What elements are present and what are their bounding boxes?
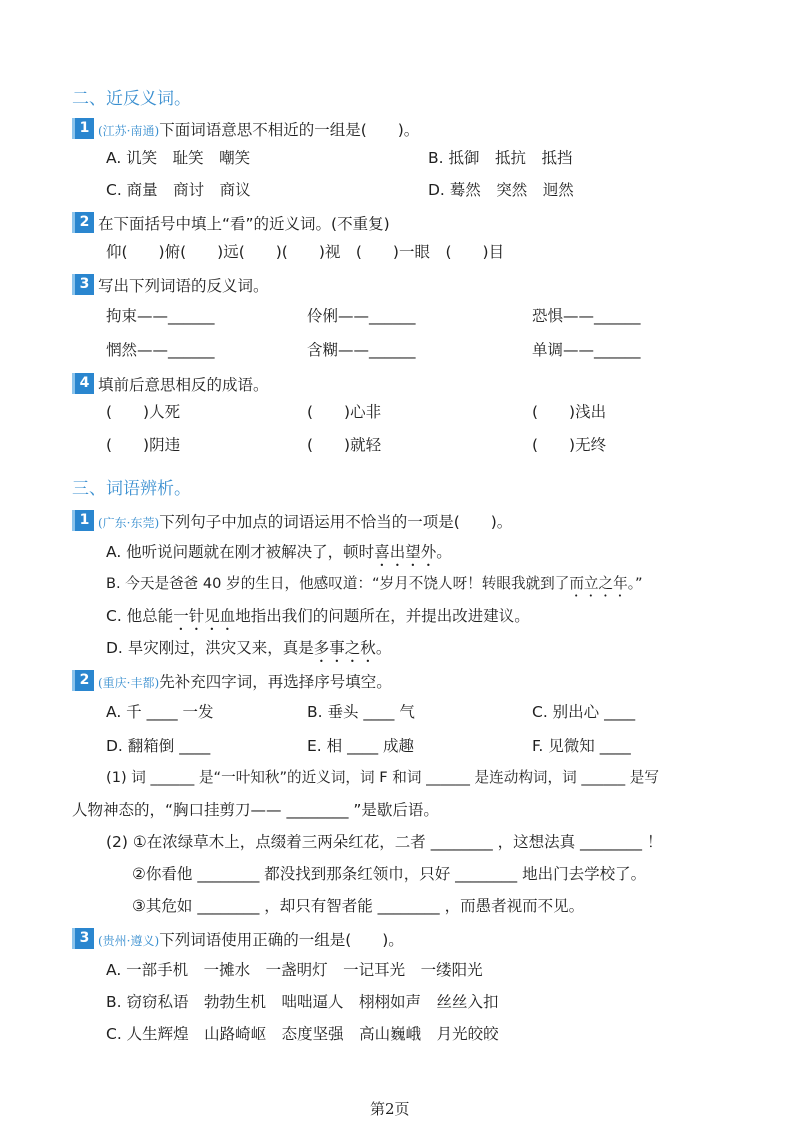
question-text: 下列词语使用正确的一组是( )。 — [159, 931, 404, 949]
option-b: B. 窃窃私语 勃勃生机 咄咄逼人 栩栩如声 丝丝入扣 — [106, 993, 499, 1011]
word-item: E. 相 ____ 成趣 — [307, 737, 415, 755]
idiom-item: ( )无终 — [532, 436, 607, 454]
question-source: (贵州·遵义) — [98, 934, 160, 948]
word-item: F. 见微知 ____ — [532, 737, 631, 755]
fill-sentence: 人物神态的，“胸口挂剪刀—— ________ ”是歇后语。 — [72, 801, 439, 819]
question-number-badge: 2 — [72, 212, 94, 233]
antonym-item: 恐惧——______ — [532, 307, 641, 325]
antonym-item: 惘然——______ — [106, 341, 215, 359]
fill-sentence: (1) 词 ______ 是“一叶知秋”的近义词，词 F 和词 ______ 是连动构词，词 ______ 是写 — [106, 769, 659, 786]
dotted-word: 一针见血 — [173, 607, 236, 625]
dotted-word: 多事之秋 — [313, 639, 376, 657]
question-number-badge: 1 — [72, 118, 94, 139]
question-number-badge: 1 — [72, 510, 94, 531]
option-c — [106, 604, 530, 634]
option-text: C. 他总能 — [106, 607, 174, 625]
antonym-item: 伶俐——______ — [307, 307, 416, 325]
question-text: 填前后意思相反的成语。 — [98, 376, 269, 394]
word-item: A. 千 ____ 一发 — [106, 703, 214, 721]
fill-sentence: ③其危如 ________ ，却只有智者能 ________ ，而愚者视而不见。 — [132, 897, 585, 915]
idiom-item: ( )人死 — [106, 403, 181, 421]
antonym-item: 拘束——______ — [106, 307, 215, 325]
option-d — [106, 636, 391, 666]
question-text: 下列句子中加点的词语运用不恰当的一项是( )。 — [159, 513, 513, 531]
option-text: 。 — [375, 639, 392, 657]
page-number: 第2页 — [370, 1100, 410, 1118]
option-text: 地指出我们的问题所在，并提出改进建议。 — [235, 607, 530, 625]
word-item: B. 垂头 ____ 气 — [307, 703, 415, 721]
section-title-word-analysis: 三、词语辨析。 — [72, 479, 191, 499]
question-number-badge: 3 — [72, 928, 94, 949]
section-title-synonyms-antonyms: 二、近反义词。 — [72, 89, 191, 109]
option-d: D. 蓦然 突然 迥然 — [428, 181, 574, 199]
option-b — [106, 572, 643, 600]
option-b: B. 抵御 抵抗 抵挡 — [428, 149, 573, 167]
question-stem — [98, 928, 404, 950]
question-text: 写出下列词语的反义词。 — [98, 277, 269, 295]
option-text: 。” — [627, 575, 643, 592]
question-stem — [98, 670, 392, 692]
option-c: C. 人生辉煌 山路崎岖 态度坚强 高山巍峨 月光皎皎 — [106, 1025, 499, 1043]
antonym-item: 含糊——______ — [307, 341, 416, 359]
option-a — [106, 540, 452, 570]
idiom-item: ( )阴违 — [106, 436, 181, 454]
word-item: D. 翻箱倒 ____ — [106, 737, 211, 755]
option-text: 。 — [436, 543, 452, 561]
dotted-word: 而立之年 — [569, 575, 628, 592]
question-text: 在下面括号中填上“看”的近义词。(不重复) — [98, 215, 390, 233]
option-text: A. 他听说问题就在刚才被解决了，顿时 — [106, 543, 375, 561]
option-text: D. 旱灾刚过，洪灾又来，真是 — [106, 639, 314, 657]
option-a: A. 一部手机 一摊水 一盏明灯 一记耳光 一缕阳光 — [106, 961, 483, 979]
option-a: A. 讥笑 耻笑 嘲笑 — [106, 149, 251, 167]
fill-sentence: ②你看他 ________ 都没找到那条红领巾，只好 ________ 地出门去学校了。 — [132, 865, 647, 883]
idiom-item: ( )就轻 — [307, 436, 382, 454]
question-stem — [98, 510, 512, 532]
question-text: 下面词语意思不相近的一组是( )。 — [159, 121, 420, 139]
idiom-item: ( )心非 — [307, 403, 382, 421]
idiom-item: ( )浅出 — [532, 403, 607, 421]
option-c: C. 商量 商讨 商议 — [106, 181, 251, 199]
question-number-badge: 3 — [72, 274, 94, 295]
question-stem — [98, 118, 419, 140]
question-source: (重庆·丰都) — [98, 676, 160, 690]
fill-sentence: (2) ①在浓绿草木上，点缀着三两朵红花，二者 ________ ，这想法真 ________ ！ — [106, 833, 663, 851]
fill-line: 仰( )俯( )远( )( )视 ( )一眼 ( )目 — [106, 243, 505, 261]
question-number-badge: 4 — [72, 373, 94, 394]
option-text: B. 今天是爸爸 40 岁的生日，他感叹道：“岁月不饶人呀！转眼我就到了 — [106, 575, 570, 592]
question-source: (江苏·南通) — [98, 124, 160, 138]
dotted-word: 喜出望外 — [374, 543, 437, 561]
question-number-badge: 2 — [72, 670, 94, 691]
word-item: C. 别出心 ____ — [532, 703, 636, 721]
question-text: 先补充四字词，再选择序号填空。 — [159, 673, 392, 691]
antonym-item: 单调——______ — [532, 341, 641, 359]
question-source: (广东·东莞) — [98, 516, 160, 530]
